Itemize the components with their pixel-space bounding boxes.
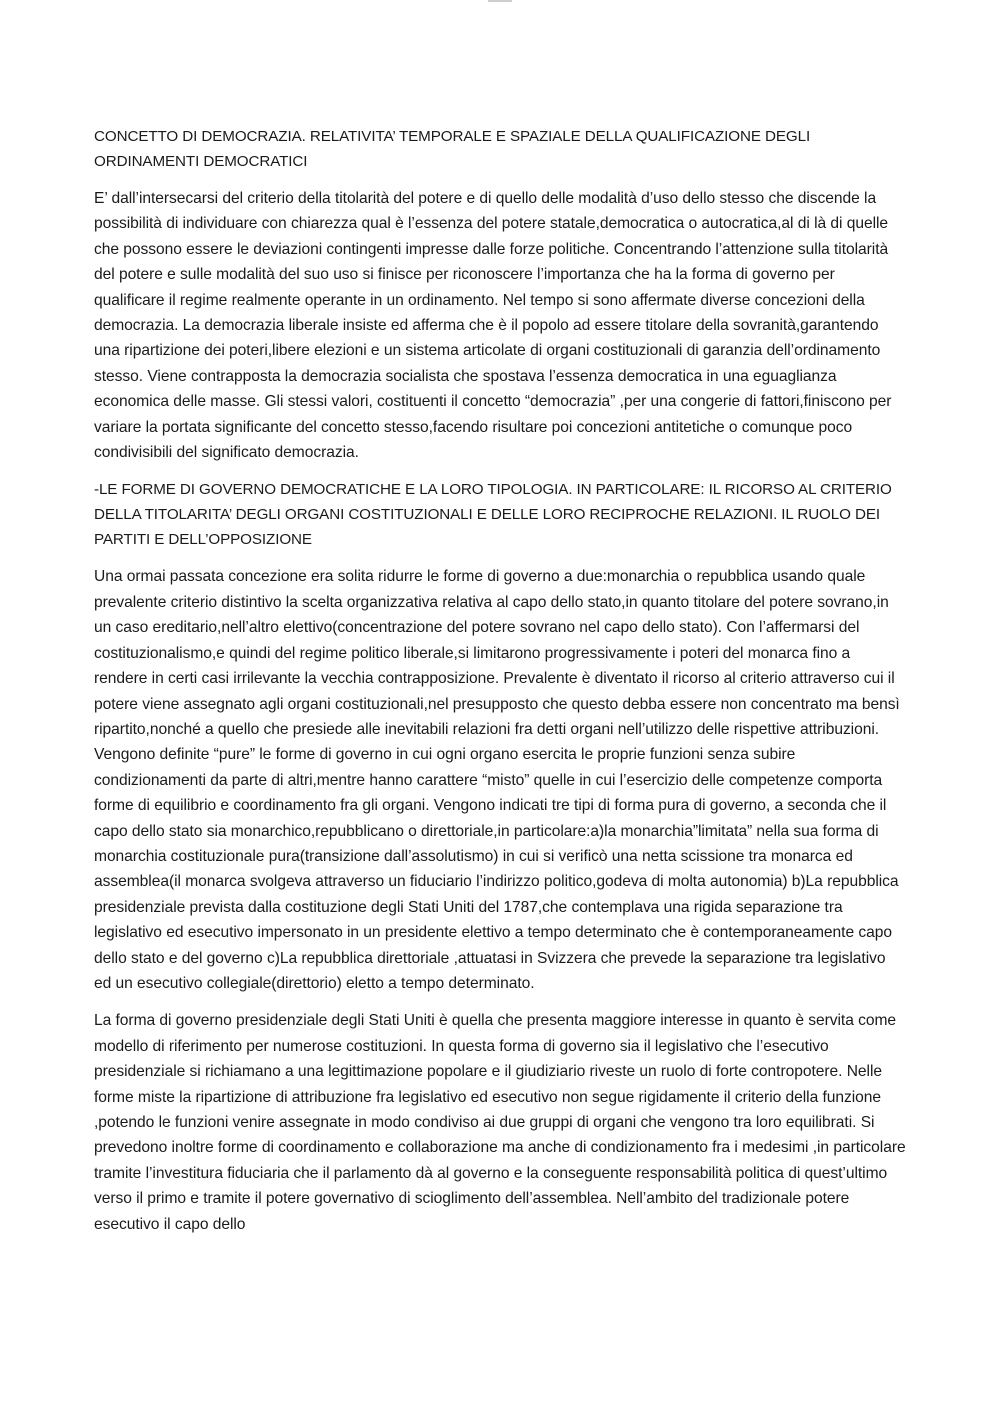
header-mark xyxy=(488,0,512,2)
paragraph-governo-presidenziale: La forma di governo presidenziale degli Stati Uniti è quella che presenta maggiore interesse in quanto è servita come modello di riferimento per numerose costituzioni. In questa forma di governo sia il legislativo che l’esecutivo presidenziale si richiamano a una legittimazione popolare e il giudiziario riveste un ruolo di forte contropotere. Nelle forme miste la ripartizione di attribuzione fra legislativo ed esecutivo non segue rigidamente il criterio della funzione ,potendo le funzioni venire assegnate in modo condiviso ai due gruppi di organi che vengono tra loro equilibrati. Si prevedono inoltre forme di coordinamento e collaborazione ma anche di condizionamento fra i medesimi ,in particolare tramite l’investitura fiduciaria che il parlamento dà al governo e la conseguente responsabilità politica di quest’ultimo verso il primo e tramite il potere governativo di scioglimento dell’assemblea. Nell’ambito del tradizionale potere esecutivo il capo dello xyxy=(94,1012,906,1233)
section-heading-forme-di-governo: -LE FORME DI GOVERNO DEMOCRATICHE E LA LORO TIPOLOGIA. IN PARTICOLARE: IL RICORSO AL CRITERIO DELLA TITOLARITA’ DEGLI ORGANI COSTITUZIONALI E DELLE LORO RECIPROCHE RELAZIONI. IL RUOLO DEI PARTITI E DELL’OPPOSIZIONE xyxy=(94,481,892,549)
section-heading-democrazia: CONCETTO DI DEMOCRAZIA. RELATIVITA’ TEMPORALE E SPAZIALE DELLA QUALIFICAZIONE DEGLI ORDINAMENTI DEMOCRATICI xyxy=(94,128,811,170)
paragraph-democrazia: E’ dall’intersecarsi del criterio della titolarità del potere e di quello delle modalità d’uso dello stesso che discende la possibilità di individuare con chiarezza qual è l’essenza del potere statale,democratica o autocratica,al di là di quelle che possono essere le deviazioni contingenti impresse dalle forze politiche. Concentrando l’attenzione sulla titolarità del potere e sulle modalità del suo uso si finisce per riconoscere l’importanza che ha la forma di governo per qualificare il regime realmente operante in un ordinamento. Nel tempo si sono affermate diverse concezioni della democrazia. La democrazia liberale insiste ed afferma che è il popolo ad essere titolare della sovranità,garantendo una ripartizione dei poteri,libere elezioni e un sistema articolate di organi costituzionali di garanzia dell’ordinamento stesso. Viene contrapposta la democrazia socialista che spostava l’essenza democratica in una eguaglianza economica delle masse. Gli stessi valori, costituenti il concetto “democrazia” ,per una congerie di fattori,finiscono per variare la portata significante del concetto stesso,facendo risultare poi concezioni antitetiche o comunque poco condivisibili del significato democrazia. xyxy=(94,190,892,462)
paragraph-forme-di-governo: Una ormai passata concezione era solita ridurre le forme di governo a due:monarchia o repubblica usando quale prevalente criterio distintivo la scelta organizzativa relativa al capo dello stato,in quanto titolare del potere sovrano,in un caso ereditario,nell’altro elettivo(concentrazione del potere sovrano nel capo dello stato). Con l’affermarsi del costituzionalismo,e quindi del regime politico liberale,si limitarono progressivamente i poteri del monarca fino a rendere in certi casi irrilevante la vecchia contrapposizione. Prevalente è diventato il ricorso al criterio attraverso cui il potere viene assegnato agli organi costituzionali,nel presupposto che questo debba essere non concentrato ma bensì ripartito,nonché a quello che presiede alle inevitabili relazioni fra detti organi nell’utilizzo delle rispettive attribuzioni. Vengono definite “pure” le forme di governo in cui ogni organo esercita le proprie funzioni senza subire condizionamenti da parte di altri,mentre hanno carattere “misto” quelle in cui l’esercizio delle competenze comporta forme di equilibrio e coordinamento fra gli organi. Vengono indicati tre tipi di forma pura di governo, a seconda che il capo dello stato sia monarchico,repubblicano o direttoriale,in particolare:a)la monarchia”limitata” nella sua forma di monarchia costituzionale pura(transizione dall’assolutismo) in cui si verificò una netta scissione tra monarca ed assemblea(il monarca svolgeva attraverso un fiduciario l’indirizzo politico,godeva di molta autonomia) b)La repubblica presidenziale prevista dalla costituzione degli Stati Uniti del 1787,che contemplava una rigida separazione tra legislativo ed esecutivo impersonato in un presidente elettivo a tempo determinato che è contemporaneamente capo dello stato e del governo c)La repubblica direttoriale ,attuatasi in Svizzera che prevede la separazione tra legislativo ed un esecutivo collegiale(direttorio) eletto a tempo determinato. xyxy=(94,568,900,992)
document-body xyxy=(94,124,906,1249)
